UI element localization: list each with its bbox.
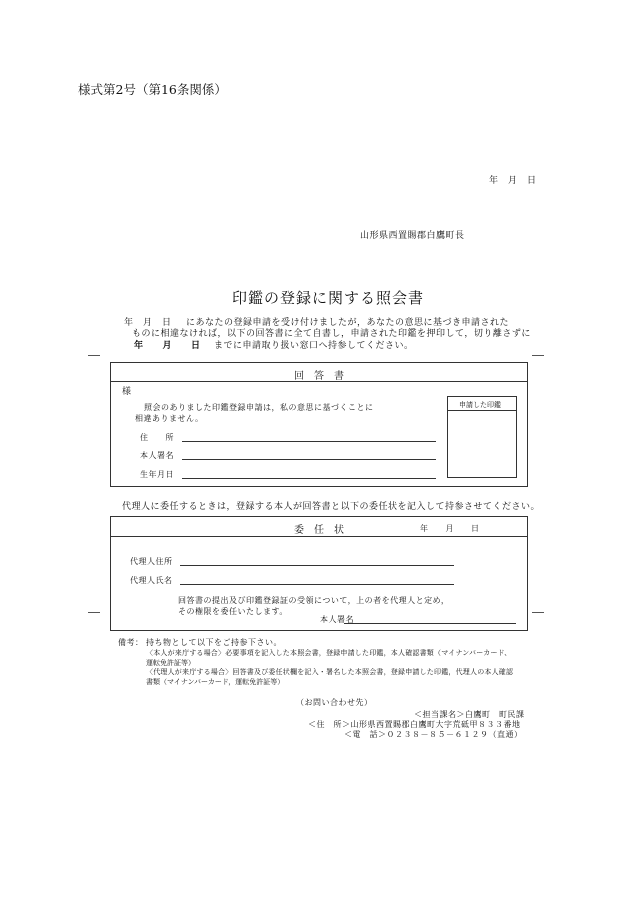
signature-label: 本人署名	[140, 451, 174, 460]
answer-heading: 回 答 書	[294, 371, 344, 382]
sama-label: 様	[122, 387, 132, 397]
answer-statement-1: 照会のありました印鑑登録申請は，私の意思に基づくことに	[144, 403, 374, 412]
form-number: 様式第2号（第16条関係）	[78, 82, 227, 97]
contact-phone: ＜電 話＞０２３８－８５－６１２９（直通）	[344, 730, 523, 739]
notes-line-5: 書類（マイナンバーカード，運転免許証等）	[146, 678, 285, 686]
delegation-divider	[110, 536, 528, 537]
intro-line-2: ものに相違なければ，以下の回答書に全て自書し，申請された印鑑を押印して，切り離さずに	[132, 329, 531, 339]
intro-line-1: にあなたの登録申請を受け付けましたが，あなたの意思に基づき申請された	[186, 318, 510, 328]
delegation-signature-field[interactable]	[344, 623, 516, 624]
intro-date-1: 年 月 日	[124, 318, 172, 328]
address-label: 住 所	[140, 433, 174, 442]
birthdate-label: 生年月日	[140, 470, 174, 479]
cut-mark	[88, 612, 100, 613]
cut-mark	[88, 355, 100, 356]
delegation-statement-2: その権限を委任いたします。	[178, 607, 288, 616]
proxy-name-label: 代理人氏名	[130, 576, 173, 585]
notes-label: 備考：	[118, 638, 144, 647]
birthdate-field[interactable]	[182, 478, 436, 479]
addressee: 山形県西置賜郡白鷹町長	[360, 231, 465, 241]
answer-statement-2: 相違ありません。	[135, 414, 204, 423]
date-line: 年 月 日	[489, 176, 537, 186]
intro-line-3: までに申請取り扱い窓口へ持参してください。	[214, 341, 414, 351]
proxy-name-field[interactable]	[180, 584, 454, 585]
proxy-address-field[interactable]	[180, 565, 454, 566]
contact-address: ＜住 所＞山形県西置賜郡白鷹町大字荒砥甲８３３番地	[308, 720, 521, 729]
page-title: 印鑑の登録に関する照会書	[232, 289, 425, 307]
intro-date-3: 年 月 日	[134, 341, 201, 351]
delegation-signature-label: 本人署名	[320, 615, 354, 624]
signature-field[interactable]	[182, 459, 436, 460]
notes-line-2: 〈本人が来庁する場合〉必要事項を記入した本照会書，登録申請した印鑑，本人確認書類（マイナンバーカード、	[146, 649, 512, 657]
cut-mark	[532, 355, 544, 356]
proxy-address-label: 代理人住所	[130, 557, 173, 566]
seal-divider	[447, 410, 517, 411]
notes-line-3: 運転免許証等）	[146, 659, 195, 667]
seal-label: 申請した印鑑	[459, 401, 501, 409]
notes-line-4: 〈代理人が来庁する場合〉回答書及び委任状欄を記入・署名した本照会書，登録申請した印鑑，代理人の本人確認	[146, 668, 514, 676]
delegation-heading: 委 任 状	[294, 525, 344, 536]
cut-mark	[532, 612, 544, 613]
contact-dept: ＜担当課名＞白鷹町 町民課	[414, 710, 525, 719]
delegation-date: 年 月 日	[420, 524, 480, 533]
proxy-note: 代理人に委任するときは，登録する本人が回答書と以下の委任状を記入して持参させてください。	[122, 502, 541, 512]
notes-line-1: 持ち物として以下をご持参下さい。	[146, 638, 282, 647]
delegation-statement-1: 回答書の提出及び印鑑登録証の受領について，上の者を代理人と定め，	[178, 596, 450, 605]
contact-heading: （お問い合わせ先）	[296, 698, 373, 707]
address-field[interactable]	[182, 441, 436, 442]
